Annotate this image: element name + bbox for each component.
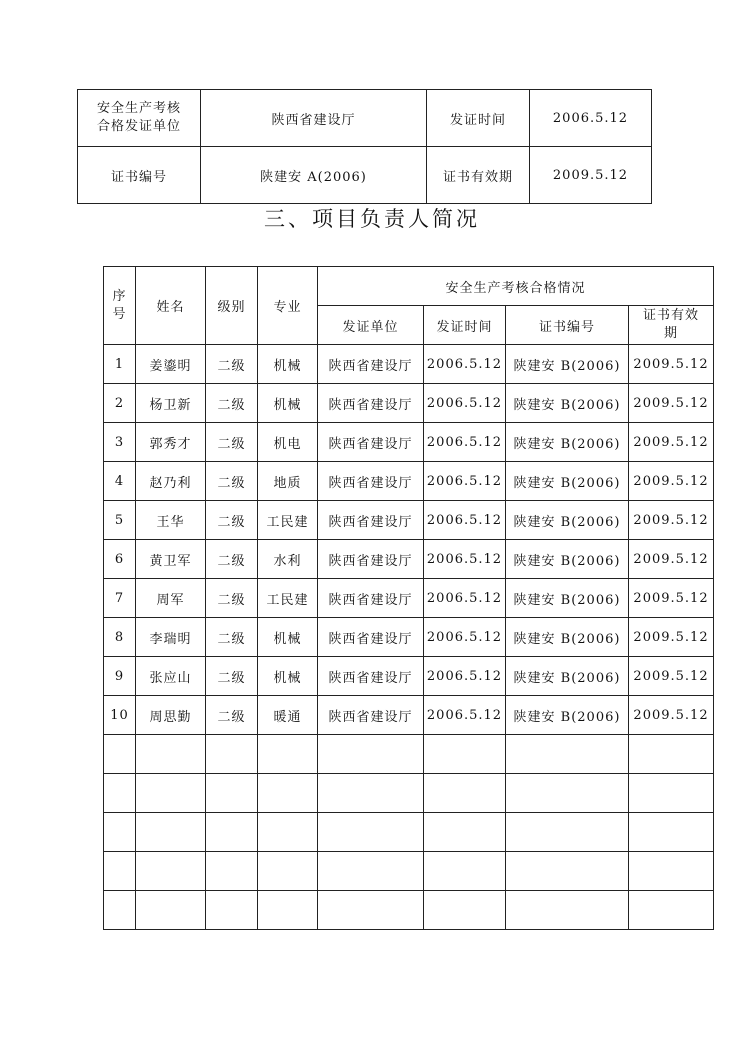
table-row bbox=[104, 657, 714, 696]
header-issue-time: 发证时间 bbox=[424, 306, 506, 345]
empty-cell bbox=[318, 813, 424, 852]
table-row bbox=[104, 501, 714, 540]
cell-name: 赵乃利 bbox=[136, 462, 206, 501]
table-row bbox=[104, 345, 714, 384]
empty-cell bbox=[506, 852, 629, 891]
section-title: 三、项目负责人简况 bbox=[264, 207, 480, 231]
empty-row bbox=[104, 813, 714, 852]
empty-cell bbox=[506, 774, 629, 813]
cell-seq: 9 bbox=[104, 657, 136, 696]
cell-issue-time: 2006.5.12 bbox=[424, 540, 506, 579]
empty-cell bbox=[506, 813, 629, 852]
empty-cell bbox=[206, 852, 258, 891]
cell-seq: 5 bbox=[104, 501, 136, 540]
cell-issuer: 陕西省建设厅 bbox=[318, 657, 424, 696]
cell-name: 杨卫新 bbox=[136, 384, 206, 423]
cell-cert-no: 陕建安 B(2006) bbox=[506, 501, 629, 540]
cell-seq: 1 bbox=[104, 345, 136, 384]
cell-validity: 2009.5.12 bbox=[629, 345, 714, 384]
cell-issue-time: 2006.5.12 bbox=[424, 462, 506, 501]
table-row bbox=[104, 579, 714, 618]
empty-cell bbox=[506, 891, 629, 930]
header-group: 安全生产考核合格情况 bbox=[318, 267, 714, 306]
cell-name: 王华 bbox=[136, 501, 206, 540]
cell-level: 二级 bbox=[206, 657, 258, 696]
cell-seq: 2 bbox=[104, 384, 136, 423]
empty-cell bbox=[104, 735, 136, 774]
cell-level: 二级 bbox=[206, 501, 258, 540]
cell-seq: 8 bbox=[104, 618, 136, 657]
cell-validity: 2009.5.12 bbox=[629, 462, 714, 501]
cell-validity: 2009.5.12 bbox=[629, 384, 714, 423]
cell-major: 暖通 bbox=[258, 696, 318, 735]
empty-cell bbox=[424, 891, 506, 930]
empty-cell bbox=[424, 852, 506, 891]
cell-cert-no: 陕建安 B(2006) bbox=[506, 423, 629, 462]
cell-name: 郭秀才 bbox=[136, 423, 206, 462]
cell-issuer: 陕西省建设厅 bbox=[318, 423, 424, 462]
cell-validity: 2009.5.12 bbox=[629, 579, 714, 618]
cell-major: 机械 bbox=[258, 618, 318, 657]
header-issuer: 发证单位 bbox=[318, 306, 424, 345]
issuer-label-line1: 安全生产考核 bbox=[96, 101, 181, 116]
empty-cell bbox=[104, 813, 136, 852]
cell-issue-time: 2006.5.12 bbox=[424, 345, 506, 384]
header-seq bbox=[104, 267, 136, 345]
empty-cell bbox=[318, 735, 424, 774]
issuer-label bbox=[78, 90, 201, 147]
cell-name: 黄卫军 bbox=[136, 540, 206, 579]
header-seq-line2: 号 bbox=[112, 306, 127, 322]
cell-seq: 7 bbox=[104, 579, 136, 618]
cell-major: 水利 bbox=[258, 540, 318, 579]
empty-cell bbox=[136, 891, 206, 930]
cell-cert-no: 陕建安 B(2006) bbox=[506, 618, 629, 657]
table-row bbox=[104, 540, 714, 579]
table-row bbox=[104, 423, 714, 462]
cell-issuer: 陕西省建设厅 bbox=[318, 579, 424, 618]
cell-cert-no: 陕建安 B(2006) bbox=[506, 345, 629, 384]
empty-cell bbox=[629, 774, 714, 813]
empty-cell bbox=[258, 852, 318, 891]
cell-level: 二级 bbox=[206, 384, 258, 423]
cell-major: 机械 bbox=[258, 657, 318, 696]
table-row bbox=[104, 618, 714, 657]
cell-name: 周军 bbox=[136, 579, 206, 618]
issuer-label-line2: 合格发证单位 bbox=[96, 119, 181, 134]
empty-cell bbox=[104, 774, 136, 813]
cell-level: 二级 bbox=[206, 423, 258, 462]
cell-seq: 4 bbox=[104, 462, 136, 501]
staff-table-body bbox=[104, 345, 714, 930]
cell-major: 机械 bbox=[258, 384, 318, 423]
cell-seq: 10 bbox=[104, 696, 136, 735]
empty-row bbox=[104, 891, 714, 930]
cell-issue-time: 2006.5.12 bbox=[424, 501, 506, 540]
empty-cell bbox=[206, 813, 258, 852]
cell-name: 李瑞明 bbox=[136, 618, 206, 657]
cell-name: 姜鎏明 bbox=[136, 345, 206, 384]
cell-level: 二级 bbox=[206, 696, 258, 735]
empty-cell bbox=[629, 852, 714, 891]
cell-major: 机械 bbox=[258, 345, 318, 384]
cell-seq: 6 bbox=[104, 540, 136, 579]
empty-cell bbox=[258, 891, 318, 930]
cell-level: 二级 bbox=[206, 618, 258, 657]
cell-issuer: 陕西省建设厅 bbox=[318, 462, 424, 501]
header-major: 专业 bbox=[258, 267, 318, 345]
cell-issue-time: 2006.5.12 bbox=[424, 384, 506, 423]
empty-cell bbox=[424, 774, 506, 813]
validity-label: 证书有效期 bbox=[427, 147, 530, 204]
cell-issuer: 陕西省建设厅 bbox=[318, 540, 424, 579]
cell-issue-time: 2006.5.12 bbox=[424, 579, 506, 618]
empty-cell bbox=[258, 774, 318, 813]
cell-validity: 2009.5.12 bbox=[629, 618, 714, 657]
cell-seq: 3 bbox=[104, 423, 136, 462]
empty-cell bbox=[104, 891, 136, 930]
issue-time-value: 2006.5.12 bbox=[530, 90, 652, 147]
empty-row bbox=[104, 774, 714, 813]
cell-level: 二级 bbox=[206, 462, 258, 501]
empty-cell bbox=[206, 735, 258, 774]
cell-name: 张应山 bbox=[136, 657, 206, 696]
empty-cell bbox=[424, 813, 506, 852]
empty-cell bbox=[136, 852, 206, 891]
empty-cell bbox=[318, 891, 424, 930]
cell-issuer: 陕西省建设厅 bbox=[318, 345, 424, 384]
cell-cert-no: 陕建安 B(2006) bbox=[506, 462, 629, 501]
cell-major: 工民建 bbox=[258, 579, 318, 618]
cell-cert-no: 陕建安 B(2006) bbox=[506, 657, 629, 696]
cert-info-row-1 bbox=[78, 90, 652, 147]
header-seq-line1: 序 bbox=[112, 288, 127, 304]
cell-major: 机电 bbox=[258, 423, 318, 462]
empty-cell bbox=[104, 852, 136, 891]
empty-cell bbox=[136, 813, 206, 852]
cell-issue-time: 2006.5.12 bbox=[424, 657, 506, 696]
empty-cell bbox=[629, 891, 714, 930]
cell-level: 二级 bbox=[206, 345, 258, 384]
table-row bbox=[104, 462, 714, 501]
empty-cell bbox=[318, 774, 424, 813]
table-row bbox=[104, 696, 714, 735]
header-validity-line2: 期 bbox=[664, 326, 679, 341]
cell-issue-time: 2006.5.12 bbox=[424, 423, 506, 462]
empty-cell bbox=[424, 735, 506, 774]
cell-validity: 2009.5.12 bbox=[629, 423, 714, 462]
cell-major: 工民建 bbox=[258, 501, 318, 540]
cell-validity: 2009.5.12 bbox=[629, 501, 714, 540]
cell-validity: 2009.5.12 bbox=[629, 696, 714, 735]
empty-cell bbox=[206, 774, 258, 813]
header-validity-line1: 证书有效 bbox=[643, 308, 700, 323]
empty-cell bbox=[206, 891, 258, 930]
cert-no-label: 证书编号 bbox=[78, 147, 201, 204]
cell-cert-no: 陕建安 B(2006) bbox=[506, 540, 629, 579]
cert-no-value: 陕建安 A(2006) bbox=[201, 147, 427, 204]
validity-value: 2009.5.12 bbox=[530, 147, 652, 204]
cell-issue-time: 2006.5.12 bbox=[424, 696, 506, 735]
empty-cell bbox=[629, 813, 714, 852]
empty-cell bbox=[629, 735, 714, 774]
empty-row bbox=[104, 735, 714, 774]
header-name: 姓名 bbox=[136, 267, 206, 345]
certificate-info-table bbox=[77, 89, 652, 204]
cell-cert-no: 陕建安 B(2006) bbox=[506, 696, 629, 735]
cell-issuer: 陕西省建设厅 bbox=[318, 696, 424, 735]
empty-cell bbox=[136, 735, 206, 774]
table-row bbox=[104, 384, 714, 423]
cert-info-row-2 bbox=[78, 147, 652, 204]
empty-cell bbox=[506, 735, 629, 774]
header-cert-no: 证书编号 bbox=[506, 306, 629, 345]
header-level: 级别 bbox=[206, 267, 258, 345]
cell-validity: 2009.5.12 bbox=[629, 540, 714, 579]
cell-issuer: 陕西省建设厅 bbox=[318, 618, 424, 657]
cell-major: 地质 bbox=[258, 462, 318, 501]
cell-cert-no: 陕建安 B(2006) bbox=[506, 579, 629, 618]
empty-cell bbox=[258, 735, 318, 774]
cell-level: 二级 bbox=[206, 540, 258, 579]
cell-cert-no: 陕建安 B(2006) bbox=[506, 384, 629, 423]
empty-cell bbox=[136, 774, 206, 813]
empty-cell bbox=[318, 852, 424, 891]
project-leader-table bbox=[103, 266, 714, 930]
cell-level: 二级 bbox=[206, 579, 258, 618]
cell-issuer: 陕西省建设厅 bbox=[318, 501, 424, 540]
header-validity bbox=[629, 306, 714, 345]
cell-issue-time: 2006.5.12 bbox=[424, 618, 506, 657]
issuer-value: 陕西省建设厅 bbox=[201, 90, 427, 147]
empty-row bbox=[104, 852, 714, 891]
issue-time-label: 发证时间 bbox=[427, 90, 530, 147]
header-row-1 bbox=[104, 267, 714, 306]
cell-issuer: 陕西省建设厅 bbox=[318, 384, 424, 423]
empty-cell bbox=[258, 813, 318, 852]
cell-name: 周思勤 bbox=[136, 696, 206, 735]
cell-validity: 2009.5.12 bbox=[629, 657, 714, 696]
